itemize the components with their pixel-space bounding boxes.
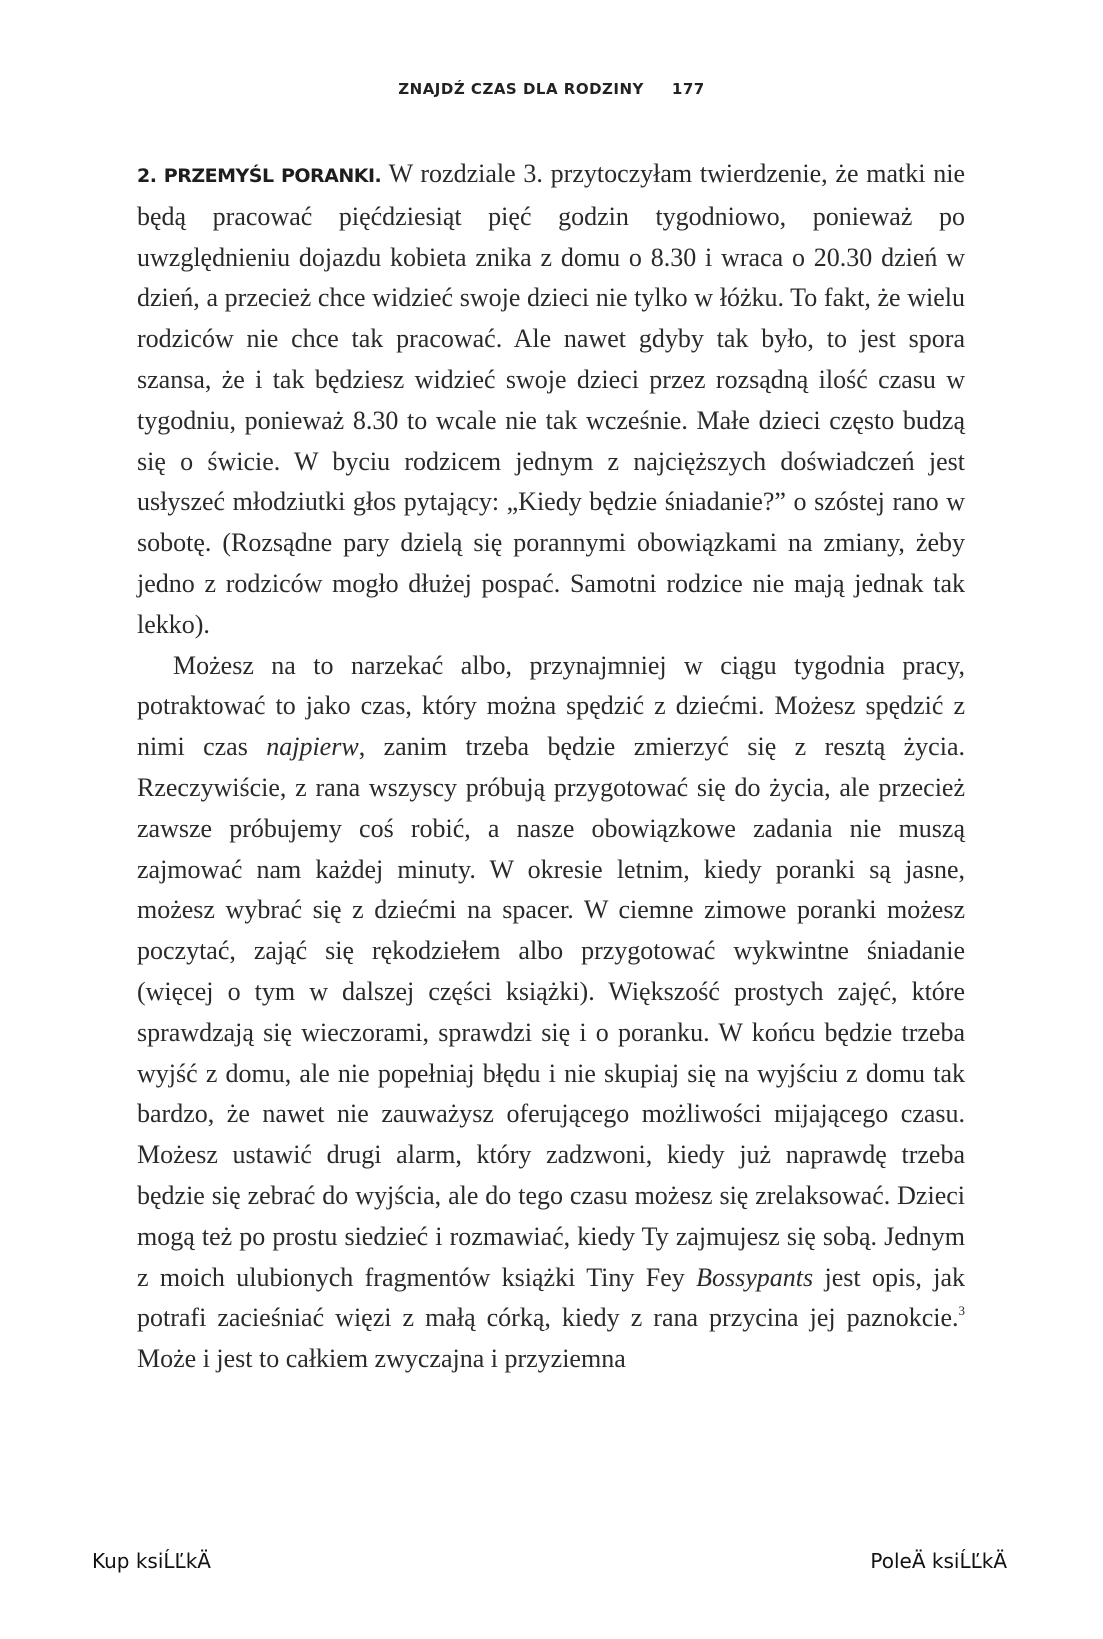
paragraph-1 xyxy=(137,154,965,646)
paragraph-2-text-c: jest opis, jak potrafi zacieśniać więzi z małą córką, kiedy z rana przycina jej paznokcie. xyxy=(137,1262,965,1333)
page-number: 177 xyxy=(671,80,705,98)
chapter-title: ZNAJDŹ CZAS DLA RODZINY xyxy=(398,80,644,98)
buy-book-link[interactable]: Kup ksiĹĽkÄ xyxy=(92,1549,211,1573)
section-lead-heading: 2. PRZEMYŚL PORANKI. xyxy=(137,165,382,187)
book-title-bossypants: Bossypants xyxy=(696,1262,814,1292)
footnote-reference[interactable]: 3 xyxy=(958,1303,965,1319)
paragraph-2-text-d: Może i jest to całkiem zwyczajna i przyziemna xyxy=(137,1344,626,1374)
paragraph-2 xyxy=(137,646,965,1380)
recommend-book-link[interactable]: PoleÄ ksiĹĽkÄ xyxy=(870,1549,1007,1573)
running-header xyxy=(0,80,1103,98)
body-text xyxy=(137,154,965,1380)
paragraph-2-text-b: , zanim trzeba będzie zmierzyć się z resztą życia. Rzeczywiście, z rana wszyscy próbują przygotować się do życia, ale przecież zawsze próbujemy coś robić, a nasze obowiązkowe zadania nie muszą zajmować nam każdej minuty. W okresie letnim, kiedy poranki są jasne, możesz wybrać się z dziećmi na spacer. W ciemne zimowe poranki możesz poczytać, zająć się rękodziełem albo przygotować wykwintne śniadanie (więcej o tym w dalszej części książki). Większość prostych zajęć, które sprawdzają się wieczorami, sprawdzi się i o poranku. W końcu będzie trzeba wyjść z domu, ale nie popełniaj błędu i nie skupiaj się na wyjściu z domu tak bardzo, że nawet nie zauważysz oferującego możliwości mijającego czasu. Możesz ustawić drugi alarm, który zadzwoni, kiedy już naprawdę trzeba będzie się zebrać do wyjścia, ale do tego czasu możesz się zrelaksować. Dzieci mogą też po prostu siedzieć i rozmawiać, kiedy Ty zajmujesz się sobą. Jednym z moich ulubionych fragmentów książki Tiny Fey xyxy=(137,732,965,1292)
paragraph-1-text: W rozdziale 3. przytoczyłam twierdzenie, że matki nie będą pracować pięćdziesiąt pięć godzin tygodniowo, ponieważ po uwzględnieniu dojazdu kobieta znika z domu o 8.30 i wraca o 20.30 dzień w dzień, a przecież chce widzieć swoje dzieci nie tylko w łóżku. To fakt, że wielu rodziców nie chce tak pracować. Ale nawet gdyby tak było, to jest spora szansa, że i tak będziesz widzieć swoje dzieci przez rozsądną ilość czasu w tygodniu, ponieważ 8.30 to wcale nie tak wcześnie. Małe dzieci często budzą się o świcie. W byciu rodzicem jednym z najcięższych doświadczeń jest usłyszeć młodziutki głos pytający: „Kiedy będzie śniadanie?” o szóstej rano w sobotę. (Rozsądne pary dzielą się porannymi obowiązkami na zmiany, żeby jedno z rodziców mogło dłużej pospać. Samotni rodzice nie mają jednak tak lekko). xyxy=(137,159,965,639)
emphasis-najpierw: najpierw xyxy=(266,732,359,762)
paragraph-2-text-a: Możesz na to narzekać albo, przynajmniej w ciągu tygodnia pracy, potraktować to jako czas, który można spędzić z dziećmi. Możesz spędzić z nimi czas xyxy=(137,650,965,762)
